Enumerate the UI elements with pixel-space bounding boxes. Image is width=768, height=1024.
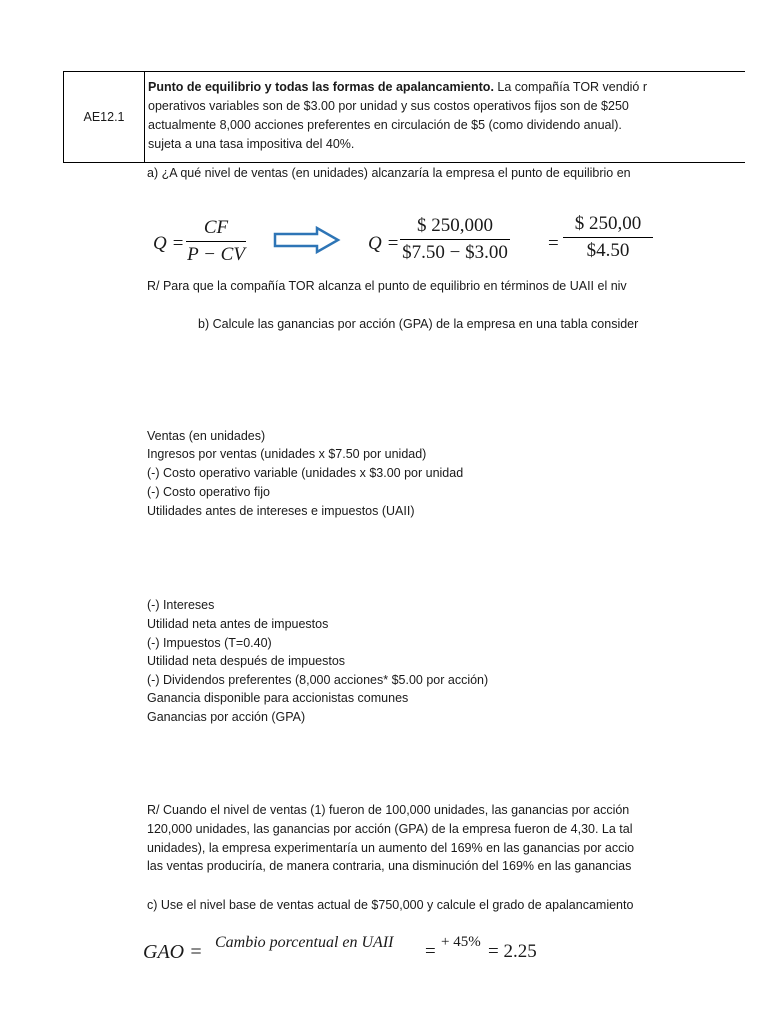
formula-q-lhs: Q = — [153, 233, 185, 254]
formula-q2-numerator: $ 250,000 — [417, 215, 493, 236]
problem-line-2: operativos variables son de $3.00 por unidad y sus costos operativos fijos son de $250 — [148, 99, 629, 113]
part-b-answer-line-4: las ventas produciría, de manera contraria, una disminución del 169% en las ganancias — [147, 859, 632, 873]
formula-q-fraction — [186, 217, 246, 266]
problem-id-cell — [63, 71, 145, 163]
table-row-variable-cost: (-) Costo operativo variable (unidades x $3.00 por unidad — [147, 466, 464, 480]
formula-q-denominator: P − CV — [187, 244, 245, 265]
problem-line-1 — [148, 78, 745, 97]
part-b-answer-line-1: R/ Cuando el nivel de ventas (1) fueron de 100,000 unidades, las ganancias por acción — [147, 803, 630, 817]
formula-q-numerator: CF — [203, 217, 229, 238]
part-b-answer-line-3: unidades), la empresa experimentaría un aumento del 169% en las ganancias por accio — [147, 841, 635, 855]
problem-line-1-rest: La compañía TOR vendió r — [493, 80, 648, 94]
table-row-interest: (-) Intereses — [147, 598, 215, 612]
table-row-sales-units: Ventas (en unidades) — [147, 429, 266, 443]
table-row-taxes: (-) Impuestos (T=0.40) — [147, 636, 272, 650]
problem-id: AE12.1 — [83, 110, 125, 124]
table-row-sales-revenue: Ingresos por ventas (unidades x $7.50 por unidad) — [147, 447, 427, 461]
part-a-answer: R/ Para que la compañía TOR alcanza el punto de equilibrio en términos de UAII el niv — [147, 279, 627, 293]
formula-q3-numerator: $ 250,00 — [574, 213, 642, 234]
table-row-pretax-income: Utilidad neta antes de impuestos — [147, 617, 329, 631]
formula-q2-denominator: $7.50 − $3.00 — [402, 242, 508, 263]
problem-statement-cell — [145, 71, 745, 163]
formula-q2-fraction — [400, 215, 510, 264]
table-row-preferred-dividends: (-) Dividendos preferentes (8,000 acciones* $5.00 por acción) — [147, 673, 489, 687]
table-row-eps: Ganancias por acción (GPA) — [147, 710, 306, 724]
table-row-net-income: Utilidad neta después de impuestos — [147, 654, 346, 668]
part-b-question: b) Calcule las ganancias por acción (GPA) de la empresa en una tabla consider — [198, 317, 639, 331]
part-a-question: a) ¿A qué nivel de ventas (en unidades) alcanzaría la empresa el punto de equilibrio en — [147, 166, 631, 180]
formula-q3-denominator: $4.50 — [586, 240, 630, 261]
formula-q2-lhs: Q = — [368, 233, 400, 254]
right-arrow-icon — [273, 226, 341, 254]
problem-line-3: actualmente 8,000 acciones preferentes en circulación de $5 (como dividendo anual). — [148, 118, 622, 132]
table-row-common-earnings: Ganancia disponible para accionistas comunes — [147, 691, 409, 705]
table-row-fixed-cost: (-) Costo operativo fijo — [147, 485, 270, 499]
part-b-answer-line-2: 120,000 unidades, las ganancias por acción (GPA) de la empresa fueron de 4,30. La tal — [147, 822, 633, 836]
formula-gao-lhs: GAO = — [143, 941, 203, 963]
formula-gao-numerator-2: + 45% — [441, 934, 481, 950]
part-c-question: c) Use el nivel base de ventas actual de $750,000 y calcule el grado de apalancamiento — [147, 898, 634, 912]
formula-gao-result: = 2.25 — [488, 941, 537, 962]
table-row-ebit: Utilidades antes de intereses e impuestos (UAII) — [147, 504, 415, 518]
problem-line-4: sujeta a una tasa impositiva del 40%. — [148, 137, 355, 151]
formula-q3-equals: = — [548, 233, 559, 254]
formula-gao-equals: = — [425, 941, 436, 962]
formula-q3-fraction — [563, 213, 653, 262]
problem-title: Punto de equilibrio y todas las formas de apalancamiento. — [148, 80, 494, 94]
formula-gao-numerator: Cambio porcentual en UAII — [215, 934, 394, 951]
